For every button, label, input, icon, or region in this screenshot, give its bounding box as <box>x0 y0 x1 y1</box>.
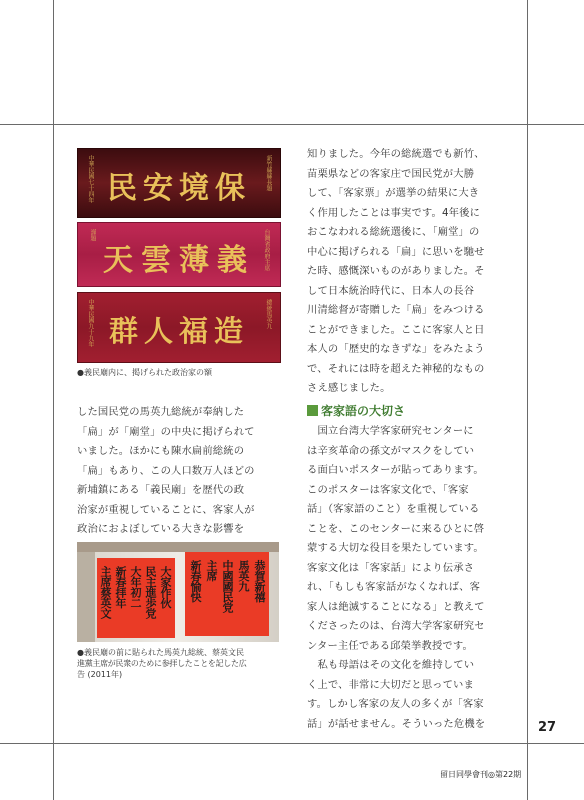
right-line: 客家文化は「客家話」により伝承さ <box>307 561 475 574</box>
poster-right-col: 主席 <box>205 560 218 581</box>
section-heading <box>307 402 405 419</box>
plaque-1 <box>77 148 281 218</box>
right-line: おこなわれる総統選後に、「廟堂」の <box>307 226 480 238</box>
left-line: 新埔鎮にある「義民廟」を歴代の政 <box>77 484 245 496</box>
right-line: 家人は絶滅することになる」と教えて <box>307 600 485 613</box>
right-line: ンター主任である邱榮挙教授です。 <box>307 639 473 652</box>
right-line: 蒙する大切な役目を果たしています。 <box>307 542 484 554</box>
caption-posters <box>77 647 282 680</box>
poster-left-col: 主席蔡英文 <box>99 566 112 619</box>
page-number: 27 <box>538 720 557 735</box>
poster-left <box>97 558 175 638</box>
right-line: 中心に掲げられる「扁」に思いを馳せ <box>307 245 485 258</box>
right-line: 川清総督が寄贈した「扁」をみつける <box>307 304 485 316</box>
plaque-1-side-right: 新竹縣縣長題 <box>265 155 272 191</box>
plaque-2-side-left: 謹題 <box>89 229 96 241</box>
left-margin-line <box>53 0 54 800</box>
right-line: 国立台湾大学客家研究センターに <box>307 425 474 437</box>
poster-left-col: 新春拝年 <box>114 566 127 608</box>
right-line: 苗栗県などの客家庄で国民党が大勝 <box>307 167 475 180</box>
plaque-2-side-right: 台灣省政府主席 <box>263 229 270 271</box>
right-line: で、それには時を超えた神秘的なもの <box>307 362 485 375</box>
right-line: れ、「もしも客家話がなくなれば、客 <box>307 581 481 593</box>
poster-left-col: 大家作伙 <box>159 566 172 608</box>
left-line: いました。ほかにも陳水扁前総統の <box>77 445 245 457</box>
right-line: ことができました。ここに客家人と日 <box>307 323 485 336</box>
bottom-rule <box>0 743 584 744</box>
poster-right-col: 新春愉快 <box>189 560 202 602</box>
poster-right-col: 恭賀新禧 <box>253 560 266 602</box>
right-margin-line <box>527 0 528 800</box>
section-heading-text: 客家語の大切さ <box>321 404 406 418</box>
plaque-3-side-left: 中華民國九十九年 <box>87 299 94 347</box>
caption-plaques: ●義民廟内に、掲げられた政治家の額 <box>77 368 212 377</box>
left-line: した国民党の馬英九総統が奉納した <box>77 406 245 418</box>
footer-publication: 留日同學會刊◎第22期 <box>440 770 522 779</box>
right-line: して日本統治時代に、日本人の長谷 <box>307 284 475 297</box>
top-rule <box>0 124 584 125</box>
poster-left-col: 大年初二 <box>129 566 142 608</box>
left-line: 治家が重視していることに、客家人が <box>77 503 255 516</box>
poster-left-col: 民主進歩党 <box>144 566 157 619</box>
right-line: 話」が話せません。そういった危機を <box>307 717 486 730</box>
right-line: 本人の「歴史的なきずな」をみたよう <box>307 343 485 355</box>
heading-square-icon <box>307 405 318 416</box>
left-line: 「扁」もあり、この人口数万人ほどの <box>77 464 255 477</box>
right-line: ことを、このセンターに来るひとに啓 <box>307 522 485 535</box>
right-line: る面白いポスターが貼ってあります。 <box>307 464 484 476</box>
left-column-text <box>77 403 287 540</box>
right-column-text-top <box>307 145 517 399</box>
caption-line: 告 (2011年) <box>77 670 123 679</box>
caption-line: ●義民廟の前に貼られた馬英九総統、蔡英文民 <box>77 648 244 657</box>
right-line: す。しかし客家の友人の多くが「客家 <box>307 698 484 710</box>
plaque-3 <box>77 292 281 363</box>
left-line: 政治におよぼしている大きな影響を <box>77 523 245 535</box>
right-line: く作用したことは事実です。4年後に <box>307 206 481 219</box>
poster-right <box>185 552 269 636</box>
right-line: は辛亥革命の孫文がマスクをしてい <box>307 444 475 457</box>
plaque-1-title: 民安境保 <box>107 171 251 206</box>
caption-line: 進黨主席が民衆のために参拝したことを記した広 <box>77 659 247 668</box>
right-line: た時、感慨深いものがありました。そ <box>307 265 485 277</box>
plaque-2 <box>77 222 281 287</box>
right-line: 知りました。今年の総統選でも新竹、 <box>307 148 485 160</box>
right-line: して、「客家票」が選挙の結果に大き <box>307 187 480 199</box>
plaque-3-title: 群人福造 <box>108 314 249 348</box>
plaque-2-title: 天雲薄義 <box>103 243 255 278</box>
plaque-1-side-left: 中華民國七十四年 <box>87 155 94 203</box>
right-column-text-bottom <box>307 422 517 734</box>
poster-right-col: 馬英九 <box>237 560 250 592</box>
posters-photo <box>77 542 279 642</box>
plaque-3-side-right: 總統馬英九 <box>265 299 272 329</box>
right-line: 話」（客家語のこと）を重視している <box>307 503 480 515</box>
right-line: さえ感じました。 <box>307 382 391 394</box>
right-line: 私も母語はその文化を維持してい <box>307 659 475 671</box>
poster-right-col: 中國國民党 <box>221 560 234 613</box>
left-line: 「扁」が「廟堂」の中央に掲げられて <box>77 425 255 438</box>
right-line: このポスターは客家文化で、「客家 <box>307 483 469 496</box>
right-line: く上で、非常に大切だと思っていま <box>307 678 474 691</box>
right-line: くださったのは、台湾大学客家研究セ <box>307 620 485 632</box>
